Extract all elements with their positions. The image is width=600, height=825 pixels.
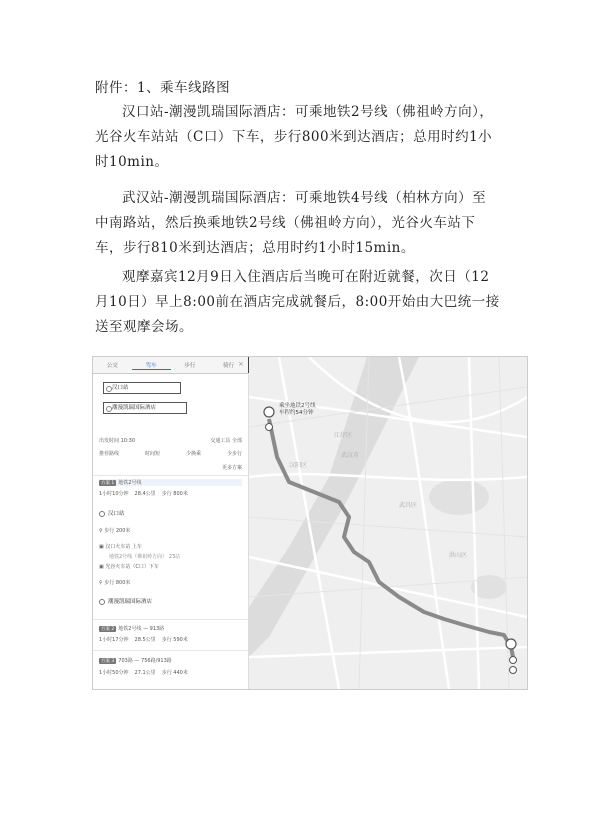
line: 光谷火车站站（C口）下车，步行800米到达酒店；总用时约1小 (95, 129, 493, 145)
divider (93, 475, 248, 476)
option-recommend[interactable]: 推荐路线 (99, 451, 120, 457)
line: 月10日）早上8:00前在酒店完成就餐后，8:00开始由大巴统一接 (95, 294, 500, 310)
subway-icon: ▣ (99, 544, 106, 550)
mode-tabs (93, 357, 248, 374)
option-fast[interactable]: 时间短 (144, 451, 160, 457)
marker-label-line-2: 车程约54分钟 (279, 410, 314, 416)
destination-dot-icon (106, 406, 112, 412)
line: 时10min。 (95, 154, 169, 170)
hotel-marker-icon (510, 667, 517, 674)
subway-icon: ▣ (99, 564, 106, 570)
step-line (99, 553, 242, 560)
line: 中南路站，然后换乘地铁2号线（佛祖岭方向），光谷火车站下 (95, 215, 476, 231)
station-marker-icon (266, 424, 273, 431)
step-text: 光谷火车站（C口）下车 (105, 564, 159, 570)
line: 汉口站-潮漫凯瑞国际酒店：可乘地铁2号线（佛祖岭方向）， (122, 104, 494, 120)
line: 武汉站-潮漫凯瑞国际酒店：可乘地铁4号线（柏林方向）至 (122, 190, 487, 206)
station-marker-icon (510, 657, 517, 664)
stop-count: 23站 (168, 554, 181, 560)
route-title: 703路 — 756路/913路 (118, 658, 172, 664)
route-distance: 28.4公里 (134, 491, 156, 497)
district-label: 武昌区 (399, 502, 418, 509)
divider (93, 619, 248, 620)
option-less-walk[interactable]: 少步行 (226, 451, 242, 457)
walk-icon: ⚲ (99, 528, 105, 534)
vehicle-select[interactable]: 交通工具 全部 (210, 438, 242, 444)
line: 送至观摩会场。 (95, 319, 193, 335)
origin-text: 汉口站 (112, 385, 129, 391)
route-badge: 方案 3 (101, 659, 115, 664)
tab-drive[interactable]: 驾车 (132, 361, 171, 370)
step-text: 步行 200米 (104, 528, 131, 534)
step-walk-2 (99, 579, 242, 586)
route-distance: 27.1公里 (134, 670, 156, 676)
start-icon (99, 511, 105, 517)
step-text: 汉口站 (108, 511, 125, 517)
end-icon (99, 599, 105, 605)
step-text: 汉口火车站 上车 (105, 544, 142, 550)
tab-walk[interactable]: 步行 (184, 363, 196, 369)
route-time: 1小时17分钟 (99, 637, 129, 643)
end-marker-icon (506, 639, 516, 649)
map-canvas[interactable] (249, 357, 527, 689)
step-end (99, 597, 242, 605)
paragraph-schedule (95, 265, 535, 340)
paragraph-wuhan (95, 186, 535, 261)
route-time: 1小时10分钟 (99, 491, 129, 497)
walk-icon: ⚲ (99, 580, 105, 586)
route-3-title[interactable] (99, 657, 242, 664)
step-board (99, 543, 242, 550)
origin-input[interactable] (103, 382, 181, 394)
route-panel (93, 357, 249, 689)
district-label: 武汉市 (341, 452, 360, 459)
route-1-title[interactable] (99, 479, 242, 486)
close-icon[interactable]: × (238, 360, 244, 368)
origin-dot-icon (106, 386, 112, 392)
line: 车，步行810米到达酒店；总用时约1小时15min。 (95, 240, 415, 256)
route-time: 1小时50分钟 (99, 670, 129, 676)
destination-input[interactable] (103, 402, 187, 414)
step-walk-1 (99, 527, 242, 534)
tab-bike[interactable]: 骑行 (223, 363, 235, 369)
route-badge: 方案 2 (101, 627, 115, 632)
tab-bus[interactable]: 公交 (106, 363, 118, 369)
route-map-screenshot (92, 356, 528, 690)
step-text: 地铁2号线（佛祖岭方向） (109, 554, 168, 560)
route-title: 地铁2号线 — 913路 (118, 626, 165, 632)
filter-row (99, 437, 242, 444)
depart-time-select[interactable]: 出发时间 10:30 (99, 438, 135, 444)
option-few-transfer[interactable]: 少换乘 (185, 451, 201, 457)
route-2-title[interactable] (99, 625, 242, 632)
more-row (99, 464, 242, 471)
attachment-title: 附件：1、乘车线路图 (95, 80, 231, 96)
route-walk: 步行 590米 (161, 637, 188, 643)
route-badge: 方案 1 (101, 481, 115, 486)
route-distance: 28.5公里 (134, 637, 156, 643)
start-marker-icon (264, 407, 274, 417)
district-label: 汉阳区 (289, 462, 308, 469)
marker-label-line-1: 乘坐地铁2号线 (279, 403, 316, 409)
line: 观摩嘉宾12月9日入住酒店后当晚可在附近就餐，次日（12 (122, 269, 490, 285)
route-3-meta (99, 669, 242, 676)
route-2-meta (99, 636, 242, 643)
route-walk: 步行 440米 (161, 670, 188, 676)
step-alight (99, 563, 242, 570)
destination-text: 潮漫凯瑞国际酒店 (112, 405, 157, 411)
paragraph-hankou (95, 100, 535, 175)
step-text: 步行 800米 (104, 580, 131, 586)
step-text: 潮漫凯瑞国际酒店 (108, 599, 153, 605)
step-start (99, 509, 242, 517)
option-row (99, 450, 242, 457)
route-walk: 步行 800米 (161, 491, 188, 497)
more-options-link[interactable]: 更多方案 (221, 465, 242, 471)
route-title: 地铁2号线 (118, 480, 142, 486)
district-label: 洪山区 (449, 552, 468, 559)
divider (93, 650, 248, 651)
route-1-meta (99, 490, 242, 497)
district-label: 江岸区 (334, 432, 353, 439)
lake-shape (429, 479, 489, 515)
